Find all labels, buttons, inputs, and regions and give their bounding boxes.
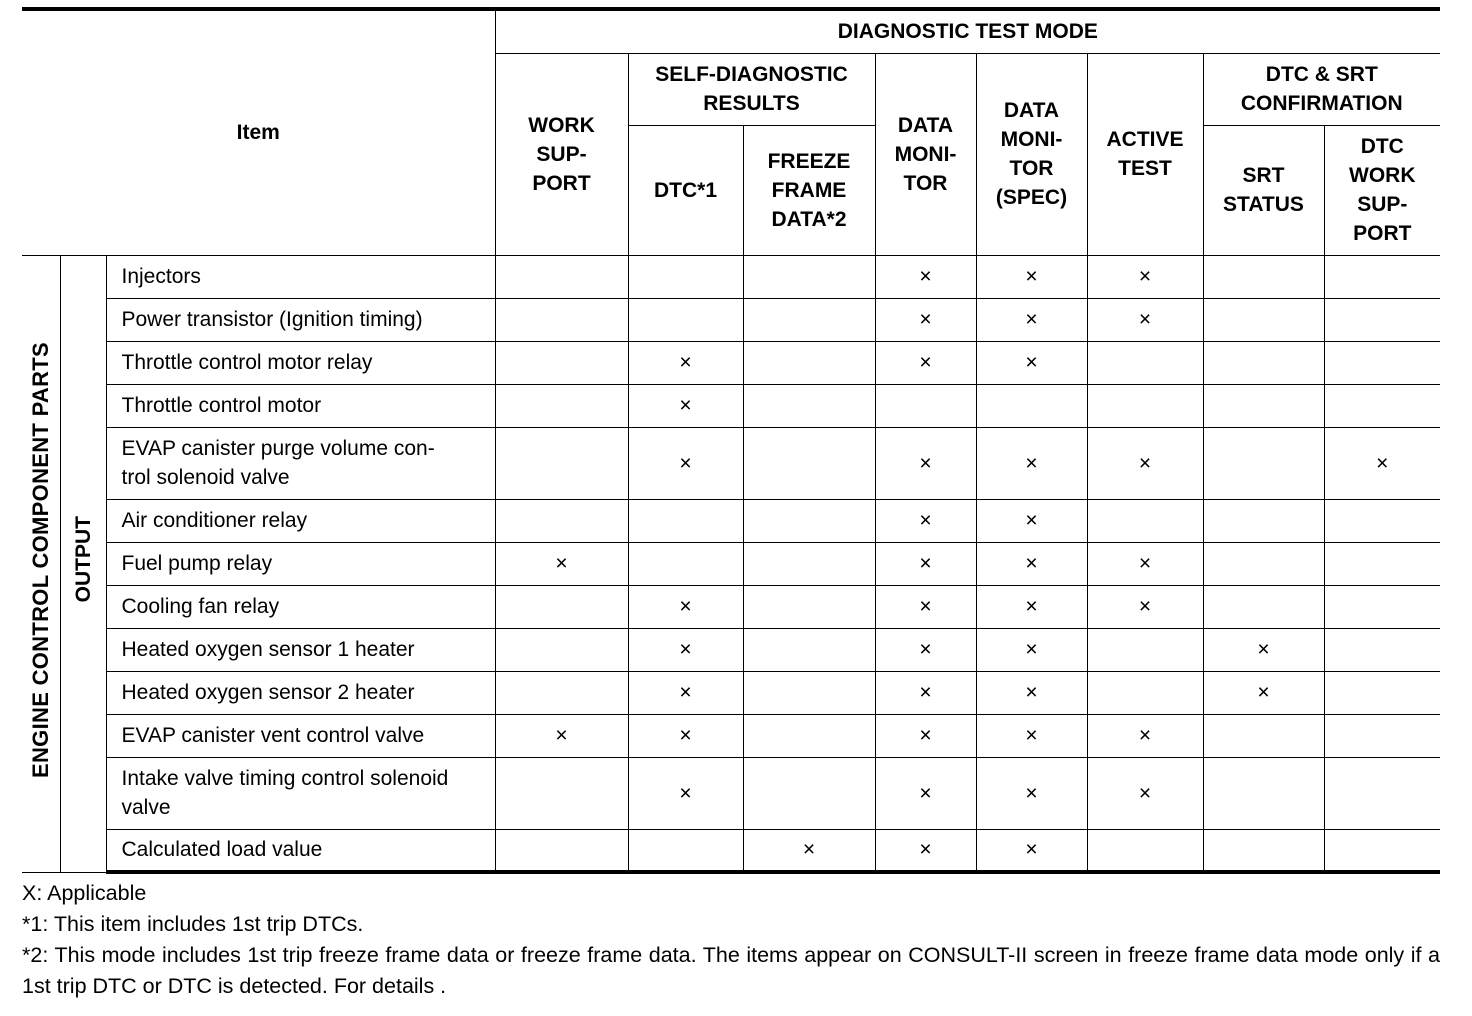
empty-cell — [495, 384, 628, 427]
output-text: OUTPUT — [71, 516, 95, 603]
empty-cell — [1324, 628, 1440, 671]
empty-cell — [628, 542, 743, 585]
item-name: Calculated load value — [106, 829, 495, 872]
applicable-mark: × — [875, 542, 976, 585]
applicable-mark: × — [976, 427, 1087, 499]
empty-cell — [1203, 829, 1324, 872]
empty-cell — [495, 585, 628, 628]
empty-cell — [976, 384, 1087, 427]
srt-status-header: SRT STATUS — [1203, 125, 1324, 255]
empty-cell — [1324, 499, 1440, 542]
empty-cell — [495, 628, 628, 671]
applicable-mark: × — [976, 499, 1087, 542]
applicable-mark: × — [743, 829, 875, 872]
table-row — [22, 757, 1440, 829]
empty-cell — [1087, 384, 1203, 427]
footnote-2: *2: This mode includes 1st trip freeze frame data or freeze frame data. The items appear on CONSULT-II screen in freeze frame data mode only if a 1st trip DTC or DTC is detected. For details . — [22, 943, 1440, 998]
empty-cell — [1324, 542, 1440, 585]
empty-cell — [1324, 714, 1440, 757]
applicable-mark: × — [976, 255, 1087, 298]
empty-cell — [628, 829, 743, 872]
empty-cell — [1324, 384, 1440, 427]
applicable-mark: × — [1324, 427, 1440, 499]
empty-cell — [1324, 255, 1440, 298]
empty-cell — [743, 628, 875, 671]
table-row — [22, 427, 1440, 499]
empty-cell — [743, 714, 875, 757]
applicable-mark: × — [1087, 298, 1203, 341]
empty-cell — [1203, 255, 1324, 298]
applicable-mark: × — [875, 298, 976, 341]
empty-cell — [1203, 341, 1324, 384]
applicable-mark: × — [875, 714, 976, 757]
item-name: Injectors — [106, 255, 495, 298]
applicable-mark: × — [628, 427, 743, 499]
item-name: Cooling fan relay — [106, 585, 495, 628]
applicable-mark: × — [628, 384, 743, 427]
table-row — [22, 585, 1440, 628]
applicable-mark: × — [1087, 714, 1203, 757]
applicable-mark: × — [495, 542, 628, 585]
work-support-header: WORK SUP- PORT — [495, 53, 628, 255]
item-name: EVAP canister vent control valve — [106, 714, 495, 757]
applicable-mark: × — [976, 829, 1087, 872]
empty-cell — [1203, 384, 1324, 427]
empty-cell — [1324, 298, 1440, 341]
table-row — [22, 671, 1440, 714]
empty-cell — [1087, 499, 1203, 542]
empty-cell — [1203, 499, 1324, 542]
empty-cell — [495, 829, 628, 872]
applicable-mark: × — [1087, 757, 1203, 829]
empty-cell — [743, 384, 875, 427]
empty-cell — [743, 671, 875, 714]
item-name: Air conditioner relay — [106, 499, 495, 542]
diagnostic-test-mode-header: DIAGNOSTIC TEST MODE — [495, 9, 1440, 53]
item-name: Intake valve timing control solenoid valve — [106, 757, 495, 829]
applicable-mark: × — [628, 585, 743, 628]
empty-cell — [743, 585, 875, 628]
data-monitor-spec-header: DATA MONI- TOR (SPEC) — [976, 53, 1087, 255]
empty-cell — [495, 255, 628, 298]
applicable-mark: × — [1087, 585, 1203, 628]
empty-cell — [495, 341, 628, 384]
empty-cell — [875, 384, 976, 427]
active-test-header: ACTIVE TEST — [1087, 53, 1203, 255]
table-row — [22, 714, 1440, 757]
applicable-mark: × — [976, 585, 1087, 628]
applicable-mark: × — [1203, 628, 1324, 671]
empty-cell — [495, 298, 628, 341]
data-monitor-header: DATA MONI- TOR — [875, 53, 976, 255]
dtc-header: DTC*1 — [628, 125, 743, 255]
applicable-mark: × — [1087, 427, 1203, 499]
applicable-mark: × — [875, 757, 976, 829]
empty-cell — [1324, 585, 1440, 628]
empty-cell — [743, 542, 875, 585]
item-name: Power transistor (Ignition timing) — [106, 298, 495, 341]
empty-cell — [1203, 714, 1324, 757]
item-name: Heated oxygen sensor 1 heater — [106, 628, 495, 671]
empty-cell — [743, 757, 875, 829]
applicable-mark: × — [875, 585, 976, 628]
output-label — [60, 255, 106, 872]
empty-cell — [1087, 829, 1203, 872]
item-name: Throttle control motor relay — [106, 341, 495, 384]
self-diagnostic-results-header: SELF-DIAGNOSTIC RESULTS — [628, 53, 875, 125]
empty-cell — [628, 255, 743, 298]
freeze-frame-data-header: FREEZE FRAME DATA*2 — [743, 125, 875, 255]
applicable-mark: × — [875, 671, 976, 714]
item-column-header: Item — [22, 9, 495, 255]
empty-cell — [1203, 542, 1324, 585]
item-name: Fuel pump relay — [106, 542, 495, 585]
item-name: EVAP canister purge volume con- trol solenoid valve — [106, 427, 495, 499]
empty-cell — [1087, 341, 1203, 384]
applicable-mark: × — [628, 628, 743, 671]
applicable-mark: × — [875, 829, 976, 872]
item-name: Throttle control motor — [106, 384, 495, 427]
diagnostic-test-mode-table — [22, 7, 1440, 874]
dtc-srt-confirmation-header: DTC & SRT CONFIRMATION — [1203, 53, 1440, 125]
empty-cell — [1203, 298, 1324, 341]
empty-cell — [1203, 585, 1324, 628]
empty-cell — [743, 427, 875, 499]
applicable-mark: × — [628, 757, 743, 829]
applicable-mark: × — [875, 427, 976, 499]
table-row — [22, 829, 1440, 872]
diagnostic-table-page — [22, 7, 1440, 1002]
table-row — [22, 499, 1440, 542]
empty-cell — [743, 255, 875, 298]
table-row — [22, 628, 1440, 671]
applicable-mark: × — [875, 628, 976, 671]
applicable-mark: × — [875, 341, 976, 384]
applicable-mark: × — [976, 298, 1087, 341]
applicable-mark: × — [976, 714, 1087, 757]
engine-control-parts-text: ENGINE CONTROL COMPONENT PARTS — [28, 341, 54, 778]
applicable-mark: × — [875, 499, 976, 542]
dtc-work-support-header: DTC WORK SUP- PORT — [1324, 125, 1440, 255]
footnote-1: *1: This item includes 1st trip DTCs. — [22, 912, 364, 936]
applicable-mark: × — [1087, 255, 1203, 298]
legend-note: X: Applicable — [22, 881, 147, 905]
footnotes — [22, 878, 1440, 1002]
empty-cell — [743, 341, 875, 384]
applicable-mark: × — [1203, 671, 1324, 714]
empty-cell — [743, 298, 875, 341]
applicable-mark: × — [976, 341, 1087, 384]
applicable-mark: × — [628, 714, 743, 757]
empty-cell — [495, 427, 628, 499]
table-row — [22, 341, 1440, 384]
empty-cell — [1324, 341, 1440, 384]
empty-cell — [1203, 427, 1324, 499]
empty-cell — [1324, 671, 1440, 714]
applicable-mark: × — [495, 714, 628, 757]
empty-cell — [495, 499, 628, 542]
empty-cell — [1203, 757, 1324, 829]
empty-cell — [495, 671, 628, 714]
empty-cell — [743, 499, 875, 542]
empty-cell — [1087, 671, 1203, 714]
applicable-mark: × — [1087, 542, 1203, 585]
applicable-mark: × — [976, 757, 1087, 829]
empty-cell — [628, 499, 743, 542]
applicable-mark: × — [875, 255, 976, 298]
applicable-mark: × — [976, 628, 1087, 671]
table-row — [22, 542, 1440, 585]
item-name: Heated oxygen sensor 2 heater — [106, 671, 495, 714]
empty-cell — [1324, 829, 1440, 872]
table-row — [22, 298, 1440, 341]
applicable-mark: × — [628, 341, 743, 384]
empty-cell — [628, 298, 743, 341]
applicable-mark: × — [628, 671, 743, 714]
engine-control-parts-label — [22, 255, 60, 872]
table-row — [22, 384, 1440, 427]
table-row — [22, 255, 1440, 298]
empty-cell — [1087, 628, 1203, 671]
applicable-mark: × — [976, 542, 1087, 585]
empty-cell — [495, 757, 628, 829]
applicable-mark: × — [976, 671, 1087, 714]
empty-cell — [1324, 757, 1440, 829]
